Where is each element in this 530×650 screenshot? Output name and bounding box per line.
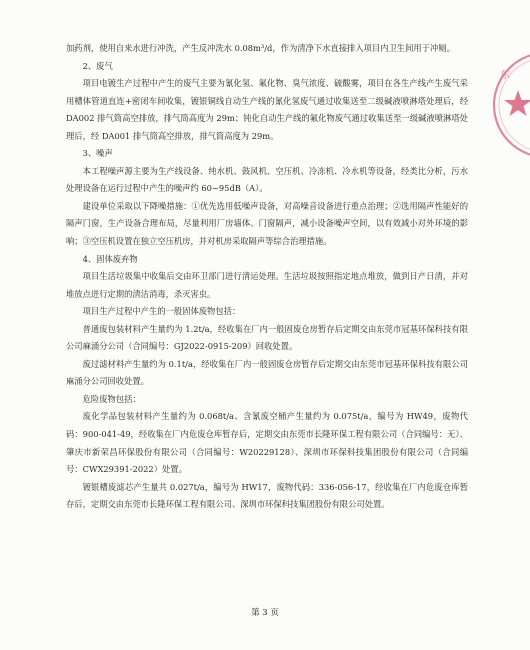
paragraph-hazardous-packaging: 废化学品包装材料产生量约为 0.068t/a、含氰废空桶产生量约为 0.075t/a，编号为 HW49，废物代码：900-041-49，经收集在厂内危废仓库暂存后，定期交由东莞市长隆环保工程有限公司（合同编号：无）、肇庆市新荣昌环保股份有限公司（合同编号：W20229128）、深圳市环保科技集团股份有限公司（合同编号：CWX29391-2022）处置。 [66,411,468,475]
paragraph-noise-measures: 建设单位采取以下降噪措施：①优先选用低噪声设备，对高噪音设备进行重点治理；②选用隔声性能好的隔声门窗，生产设备合理布局，尽量利用厂房墙体、门窗隔声，减小设备噪声空间，以有效减小对外环境的影响；③空压机设置在独立空压机房，并对机房采取隔声等综合治理措施。 [66,200,468,247]
paragraph-continuation: 加药剂，使用自来水进行冲洗，产生反冲洗水 0.08m³/d，作为清净下水直接排入项目内卫生间用于冲厕。 [66,43,455,53]
stamp-character: 东 [500,70,510,81]
official-seal-stamp [482,50,530,160]
paragraph-domestic-waste: 项目生活垃圾集中收集后交由环卫部门进行清运处理。生活垃圾按照指定地点堆放，做到日产日清，并对堆放点进行定期的清洁消毒，杀灭害虫。 [66,271,468,299]
paragraph-general-waste-intro: 项目生产过程中产生的一般固体废物包括： [82,306,241,317]
paragraph-hazardous-intro: 危险废物包括： [82,393,141,404]
section-heading-solid-waste: 4、固体废弃物 [82,253,138,264]
paragraph-packaging-waste: 普通废包装材料产生量约为 1.2t/a，经收集在厂内一般固废仓房暂存后定期交由东莞市冠基环保科技有限公司麻涌分公司（合同编号：GJ2022-0915-209）回收处置。 [66,323,468,352]
paragraph-noise-sources: 本工程噪声源主要为生产线设备、纯水机、鼓风机、空压机、冷冻机、冷水机等设备，经类比分析，污水处理设备在运行过程中产生的噪声约 60~95dB（A）。 [66,165,468,194]
paragraph-exhaust: 项目电镀生产过程中产生的废气主要为氰化氢、氟化物、臭气浓度、硫酸雾，项目在各生产线产生废气采用槽体管道直连+密闭车间收集，镀银铜线自动生产线的氰化氢废气通过收集送至二级碱液喷淋塔处理后，经 DA002 排气筒高空排放，排气筒高度为 29m；钝化自动生产线的氟化物废气通过收集送至一级碱液喷淋塔处理后，经 DA001 排气筒高空排放，排气筒高度为 29m。 [66,78,468,141]
paragraph-filter-waste: 废过滤材料产生量约为 0.1t/a，经收集在厂内一般固废仓房暂存后定期交由东莞市冠基环保科技有限公司麻涌分公司回收处置。 [66,358,468,387]
section-heading-exhaust: 2、废气 [82,60,113,71]
body-text [66,40,468,514]
paragraph-hazardous-filter: 镀银槽废滤芯产生量共 0.027t/a，编号为 HW17，废物代码：336-056-17，经收集在厂内危废仓库暂存后，定期交由东莞市长隆环保工程有限公司、深圳市环保科技集团股份有限公司处置。 [66,481,468,510]
section-heading-noise: 3、噪声 [82,148,113,159]
page-number: 第 3 页 [251,608,279,618]
